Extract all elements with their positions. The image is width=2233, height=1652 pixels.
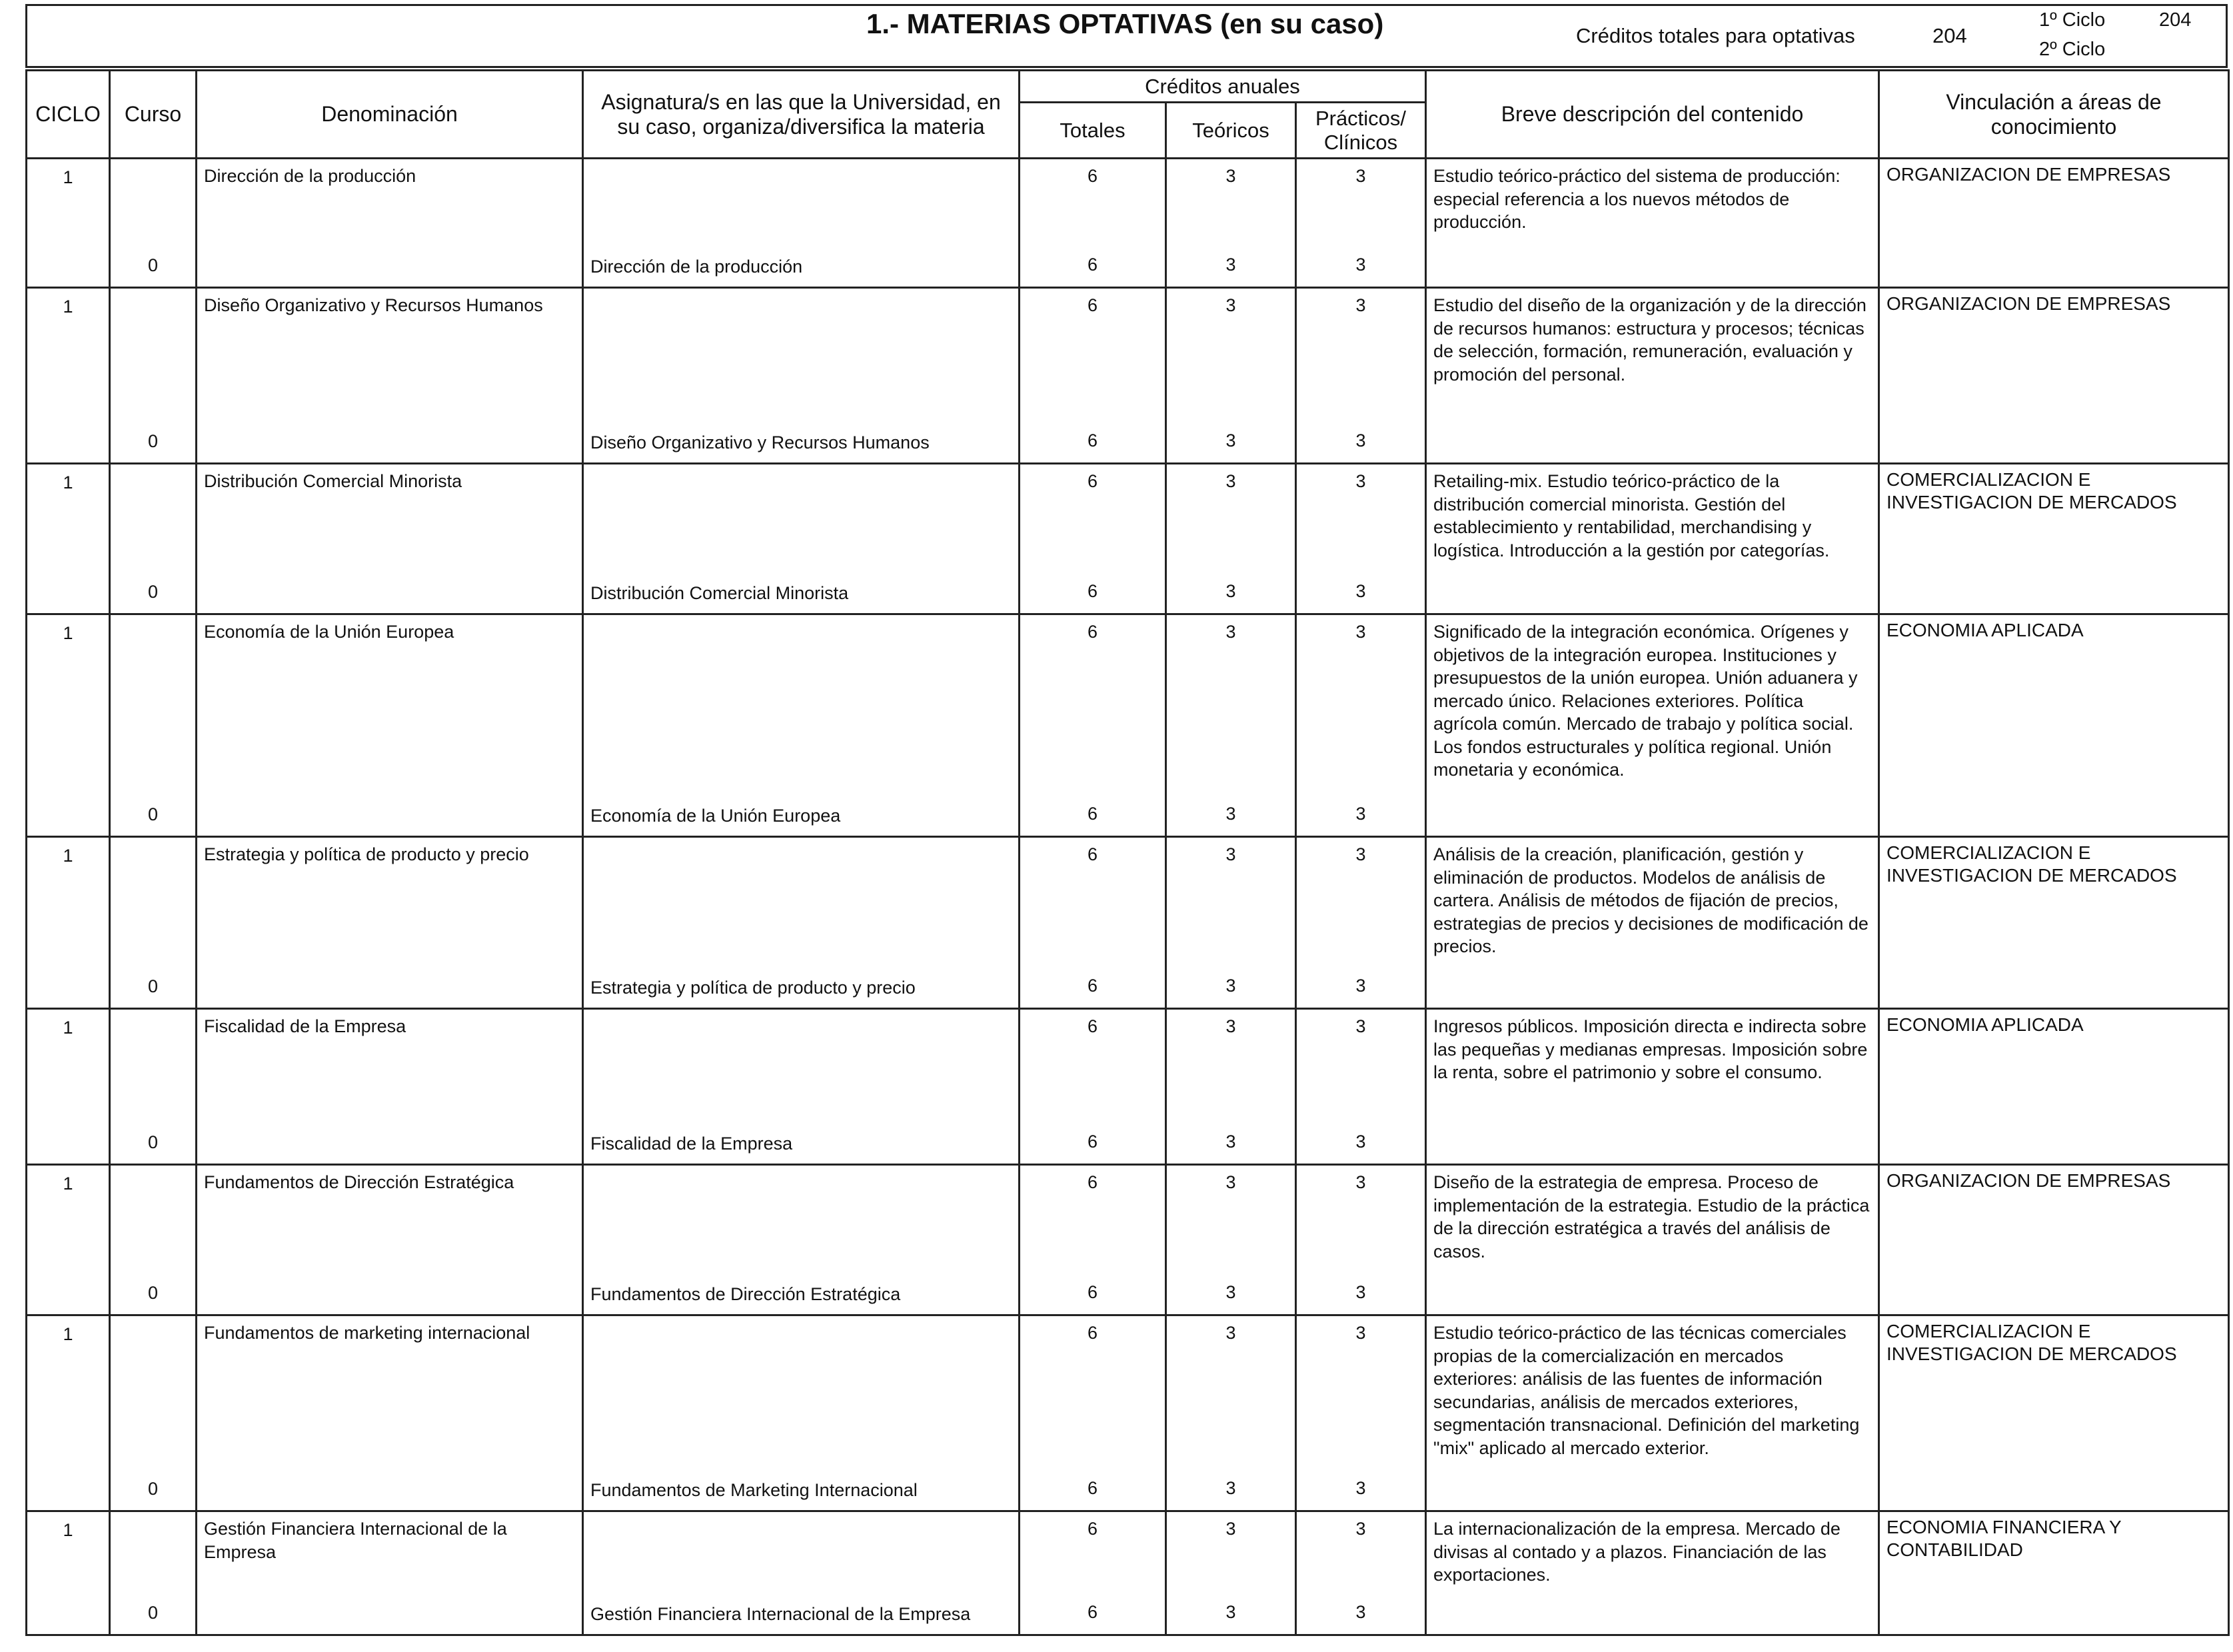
teoricos-materia: 3	[1225, 1016, 1236, 1036]
totales-cell	[1020, 837, 1166, 1009]
teoricos-materia: 3	[1225, 844, 1236, 864]
denominacion-text: Fundamentos de Dirección Estratégica	[204, 1172, 514, 1192]
denominacion-text: Diseño Organizativo y Recursos Humanos	[204, 295, 543, 315]
teoricos-asignatura: 3	[1225, 1131, 1236, 1152]
table-row	[27, 837, 2229, 1009]
practicos-asignatura: 3	[1355, 430, 1366, 450]
totales-materia: 6	[1087, 166, 1098, 186]
practicos-cell	[1296, 837, 1426, 1009]
teoricos-materia: 3	[1225, 1519, 1236, 1539]
totales-asignatura: 6	[1087, 580, 1098, 601]
totales-cell	[1020, 1511, 1166, 1635]
practicos-cell	[1296, 1009, 1426, 1165]
vinculacion-cell	[1879, 464, 2229, 614]
practicos-asignatura: 3	[1355, 1601, 1366, 1622]
vinculacion-cell	[1879, 288, 2229, 464]
curso-cell	[110, 288, 197, 464]
vinculacion-cell	[1879, 1009, 2229, 1165]
practicos-materia: 3	[1355, 166, 1366, 186]
totales-asignatura: 6	[1087, 975, 1098, 996]
totales-asignatura: 6	[1087, 1601, 1098, 1622]
descripcion-cell	[1426, 614, 1879, 837]
totales-cell	[1020, 288, 1166, 464]
teoricos-cell	[1166, 1315, 1296, 1511]
ciclo-cell	[27, 837, 110, 1009]
curso-cell	[110, 464, 197, 614]
denominacion-text: Fundamentos de marketing internacional	[204, 1323, 530, 1343]
practicos-materia: 3	[1355, 622, 1366, 642]
descripcion-text: La internacionalización de la empresa. Mercado de divisas al contado y a plazos. Financiación de las exportaciones.	[1433, 1519, 1841, 1585]
practicos-asignatura: 3	[1355, 1477, 1366, 1498]
curso-value: 0	[147, 1282, 159, 1303]
descripcion-text: Diseño de la estrategia de empresa. Proceso de implementación de la estrategia. Estudio de la práctica de la dirección estratégica a través del análisis de casos.	[1433, 1172, 1870, 1261]
practicos-materia: 3	[1355, 471, 1366, 491]
teoricos-cell	[1166, 1009, 1296, 1165]
vinculacion-text: ORGANIZACION DE EMPRESAS	[1886, 293, 2171, 314]
page-title: 1.- MATERIAS OPTATIVAS (en su caso)	[866, 8, 1384, 39]
ciclo-value: 1	[63, 297, 73, 317]
table-row	[27, 614, 2229, 837]
descripcion-text: Retailing-mix. Estudio teórico-práctico de la distribución comercial minorista. Gestión del establecimiento y rentabilidad, merchandising y logística. Introducción a la gestión por categorías.	[1433, 471, 1830, 560]
teoricos-asignatura: 3	[1225, 254, 1236, 275]
totales-materia: 6	[1087, 1323, 1098, 1343]
asignatura-text: Economía de la Unión Europea	[590, 805, 841, 826]
ciclo-value: 1	[63, 472, 73, 492]
curso-value: 0	[147, 430, 159, 451]
teoricos-cell	[1166, 464, 1296, 614]
creditos-label: Créditos totales para optativas	[1576, 24, 1855, 47]
teoricos-materia: 3	[1225, 471, 1236, 491]
col-asignaturas: Asignatura/s en las que la Universidad, en su caso, organiza/diversifica la materia	[583, 71, 1020, 159]
teoricos-asignatura: 3	[1225, 430, 1236, 450]
practicos-materia: 3	[1355, 295, 1366, 315]
denominacion-cell	[197, 159, 583, 288]
totales-asignatura: 6	[1087, 1131, 1098, 1152]
asignatura-text: Fundamentos de Dirección Estratégica	[590, 1283, 901, 1304]
table-row	[27, 1165, 2229, 1315]
vinculacion-text: ECONOMIA FINANCIERA Y CONTABILIDAD	[1886, 1517, 2122, 1561]
ciclo-value: 1	[63, 1174, 73, 1194]
denominacion-text: Estrategia y política de producto y precio	[204, 844, 529, 864]
teoricos-asignatura: 3	[1225, 803, 1236, 824]
vinculacion-text: ECONOMIA APLICADA	[1886, 620, 2084, 640]
totales-materia: 6	[1087, 1016, 1098, 1036]
totales-materia: 6	[1087, 622, 1098, 642]
vinculacion-cell	[1879, 159, 2229, 288]
ciclo-value: 1	[63, 1520, 73, 1540]
curso-cell	[110, 837, 197, 1009]
ciclo-cell	[27, 1511, 110, 1635]
teoricos-materia: 3	[1225, 622, 1236, 642]
descripcion-text: Significado de la integración económica. Orígenes y objetivos de la integración europea. Instituciones y presupuestos de la unión europea. Unión aduanera y mercado único. Relaciones exteriores. Política agrícola común. Mercado de trabajo y política social. Los fondos estructurales y política regional. Unión monetaria y económica.	[1433, 622, 1858, 780]
denominacion-cell	[197, 1315, 583, 1511]
teoricos-cell	[1166, 837, 1296, 1009]
practicos-asignatura: 3	[1355, 803, 1366, 824]
teoricos-asignatura: 3	[1225, 975, 1236, 996]
table-row	[27, 1009, 2229, 1165]
curso-cell	[110, 159, 197, 288]
teoricos-asignatura: 3	[1225, 1477, 1236, 1498]
descripcion-text: Ingresos públicos. Imposición directa e indirecta sobre las pequeñas y medianas empresas. Imposición sobre la renta, sobre el patrimonio y sobre el consumo.	[1433, 1016, 1868, 1083]
teoricos-cell	[1166, 614, 1296, 837]
asignatura-cell	[583, 837, 1020, 1009]
practicos-cell	[1296, 159, 1426, 288]
ciclo-cell	[27, 1315, 110, 1511]
col-practicos: Prácticos/ Clínicos	[1296, 103, 1426, 159]
asignatura-text: Gestión Financiera Internacional de la Empresa	[590, 1603, 971, 1624]
ciclo-cell	[27, 1165, 110, 1315]
creditos-total: 204	[1932, 24, 1967, 47]
asignatura-text: Diseño Organizativo y Recursos Humanos	[590, 432, 930, 452]
teoricos-materia: 3	[1225, 166, 1236, 186]
totales-materia: 6	[1087, 844, 1098, 864]
curso-value: 0	[147, 581, 159, 602]
teoricos-materia: 3	[1225, 1323, 1236, 1343]
practicos-asignatura: 3	[1355, 580, 1366, 601]
descripcion-cell	[1426, 1165, 1879, 1315]
practicos-cell	[1296, 1165, 1426, 1315]
vinculacion-cell	[1879, 1165, 2229, 1315]
col-curso: Curso	[110, 71, 197, 159]
totales-cell	[1020, 1009, 1166, 1165]
descripcion-cell	[1426, 1009, 1879, 1165]
col-totales: Totales	[1020, 103, 1166, 159]
totales-materia: 6	[1087, 471, 1098, 491]
vinculacion-text: ECONOMIA APLICADA	[1886, 1014, 2084, 1035]
col-descripcion: Breve descripción del contenido	[1426, 71, 1879, 159]
curso-value: 0	[147, 1602, 159, 1623]
practicos-cell	[1296, 288, 1426, 464]
curso-value: 0	[147, 1132, 159, 1152]
descripcion-cell	[1426, 288, 1879, 464]
table-row	[27, 1315, 2229, 1511]
asignatura-text: Dirección de la producción	[590, 256, 803, 277]
ciclo-cell	[27, 614, 110, 837]
denominacion-text: Economía de la Unión Europea	[204, 622, 454, 642]
vinculacion-cell	[1879, 1511, 2229, 1635]
ciclo-value: 1	[63, 846, 73, 866]
practicos-materia: 3	[1355, 844, 1366, 864]
denominacion-cell	[197, 1511, 583, 1635]
denominacion-text: Fiscalidad de la Empresa	[204, 1016, 406, 1036]
practicos-cell	[1296, 614, 1426, 837]
ciclo-cell	[27, 1009, 110, 1165]
totales-materia: 6	[1087, 1172, 1098, 1192]
practicos-materia: 3	[1355, 1519, 1366, 1539]
descripcion-cell	[1426, 1511, 1879, 1635]
ciclo1-label: 1º Ciclo	[2039, 9, 2106, 31]
practicos-asignatura: 3	[1355, 1281, 1366, 1302]
teoricos-cell	[1166, 159, 1296, 288]
vinculacion-cell	[1879, 837, 2229, 1009]
curso-value: 0	[147, 255, 159, 275]
asignatura-cell	[583, 464, 1020, 614]
practicos-asignatura: 3	[1355, 254, 1366, 275]
teoricos-asignatura: 3	[1225, 1601, 1236, 1622]
denominacion-cell	[197, 464, 583, 614]
ciclo-value: 1	[63, 167, 73, 187]
vinculacion-text: ORGANIZACION DE EMPRESAS	[1886, 164, 2171, 185]
teoricos-cell	[1166, 1165, 1296, 1315]
vinculacion-cell	[1879, 614, 2229, 837]
totales-cell	[1020, 1165, 1166, 1315]
practicos-cell	[1296, 1315, 1426, 1511]
curso-value: 0	[147, 1478, 159, 1499]
ciclo-value: 1	[63, 623, 73, 643]
vinculacion-text: ORGANIZACION DE EMPRESAS	[1886, 1170, 2171, 1191]
descripcion-cell	[1426, 159, 1879, 288]
totales-asignatura: 6	[1087, 430, 1098, 450]
curso-value: 0	[147, 804, 159, 824]
vinculacion-text: COMERCIALIZACION E INVESTIGACION DE MERCADOS	[1886, 469, 2177, 513]
ciclo2-label: 2º Ciclo	[2039, 39, 2106, 60]
curso-cell	[110, 1315, 197, 1511]
descripcion-text: Estudio teórico-práctico de las técnicas comerciales propias de la comercialización en mercados exteriores: análisis de las fuentes de información secundarias, análisis de mercados exteriores, segmentación transnacional. Definición del marketing "mix" aplicado al mercado exterior.	[1433, 1323, 1860, 1458]
denominacion-cell	[197, 1165, 583, 1315]
vinculacion-cell	[1879, 1315, 2229, 1511]
asignatura-cell	[583, 288, 1020, 464]
table-row	[27, 464, 2229, 614]
practicos-materia: 3	[1355, 1172, 1366, 1192]
asignatura-cell	[583, 1165, 1020, 1315]
asignatura-cell	[583, 614, 1020, 837]
asignatura-text: Distribución Comercial Minorista	[590, 582, 849, 603]
teoricos-cell	[1166, 288, 1296, 464]
totales-cell	[1020, 464, 1166, 614]
descripcion-text: Análisis de la creación, planificación, gestión y eliminación de productos. Modelos de análisis de cartera. Análisis de métodos de fijación de precios, estrategias de precios y decisiones de modificación de precios.	[1433, 844, 1868, 957]
teoricos-asignatura: 3	[1225, 1281, 1236, 1302]
descripcion-cell	[1426, 464, 1879, 614]
denominacion-cell	[197, 614, 583, 837]
totales-asignatura: 6	[1087, 254, 1098, 275]
teoricos-cell	[1166, 1511, 1296, 1635]
descripcion-cell	[1426, 1315, 1879, 1511]
practicos-asignatura: 3	[1355, 1131, 1366, 1152]
asignatura-cell	[583, 1315, 1020, 1511]
ciclo1-value: 204	[2159, 9, 2192, 31]
curso-cell	[110, 1511, 197, 1635]
ciclo-value: 1	[63, 1324, 73, 1344]
denominacion-text: Dirección de la producción	[204, 166, 416, 186]
asignatura-text: Fiscalidad de la Empresa	[590, 1133, 793, 1154]
teoricos-materia: 3	[1225, 1172, 1236, 1192]
vinculacion-text: COMERCIALIZACION E INVESTIGACION DE MERCADOS	[1886, 842, 2177, 886]
denominacion-text: Gestión Financiera Internacional de la Empresa	[204, 1519, 507, 1563]
denominacion-cell	[197, 837, 583, 1009]
totales-materia: 6	[1087, 1519, 1098, 1539]
teoricos-asignatura: 3	[1225, 580, 1236, 601]
asignatura-cell	[583, 159, 1020, 288]
totales-asignatura: 6	[1087, 1477, 1098, 1498]
ciclo-value: 1	[63, 1018, 73, 1038]
descripcion-text: Estudio del diseño de la organización y de la dirección de recursos humanos: estructura y procesos; técnicas de selección, formación, remuneración, evaluación y promoción del personal.	[1433, 295, 1866, 385]
descripcion-cell	[1426, 837, 1879, 1009]
denominacion-text: Distribución Comercial Minorista	[204, 471, 462, 491]
totales-materia: 6	[1087, 295, 1098, 315]
asignatura-cell	[583, 1511, 1020, 1635]
denominacion-cell	[197, 288, 583, 464]
col-creditos-anuales: Créditos anuales	[1020, 71, 1426, 103]
totales-asignatura: 6	[1087, 803, 1098, 824]
table-row	[27, 288, 2229, 464]
practicos-cell	[1296, 464, 1426, 614]
denominacion-cell	[197, 1009, 583, 1165]
col-teoricos: Teóricos	[1166, 103, 1296, 159]
col-ciclo: CICLO	[27, 71, 110, 159]
practicos-materia: 3	[1355, 1323, 1366, 1343]
practicos-asignatura: 3	[1355, 975, 1366, 996]
teoricos-materia: 3	[1225, 295, 1236, 315]
practicos-materia: 3	[1355, 1016, 1366, 1036]
practicos-cell	[1296, 1511, 1426, 1635]
col-denominacion: Denominación	[197, 71, 583, 159]
materias-table	[25, 69, 2230, 1636]
table-row	[27, 159, 2229, 288]
asignatura-text: Estrategia y política de producto y precio	[590, 977, 916, 998]
ciclo-cell	[27, 288, 110, 464]
asignatura-cell	[583, 1009, 1020, 1165]
ciclo-cell	[27, 464, 110, 614]
curso-cell	[110, 1165, 197, 1315]
totales-cell	[1020, 1315, 1166, 1511]
asignatura-text: Fundamentos de Marketing Internacional	[590, 1479, 918, 1500]
curso-cell	[110, 614, 197, 837]
totales-cell	[1020, 159, 1166, 288]
curso-value: 0	[147, 976, 159, 996]
vinculacion-text: COMERCIALIZACION E INVESTIGACION DE MERCADOS	[1886, 1321, 2177, 1365]
totales-asignatura: 6	[1087, 1281, 1098, 1302]
table-row	[27, 1511, 2229, 1635]
curso-cell	[110, 1009, 197, 1165]
ciclo-cell	[27, 159, 110, 288]
col-vinculacion: Vinculación a áreas de conocimiento	[1879, 71, 2229, 159]
totales-cell	[1020, 614, 1166, 837]
descripcion-text: Estudio teórico-práctico del sistema de producción: especial referencia a los nuevos métodos de producción.	[1433, 166, 1841, 233]
